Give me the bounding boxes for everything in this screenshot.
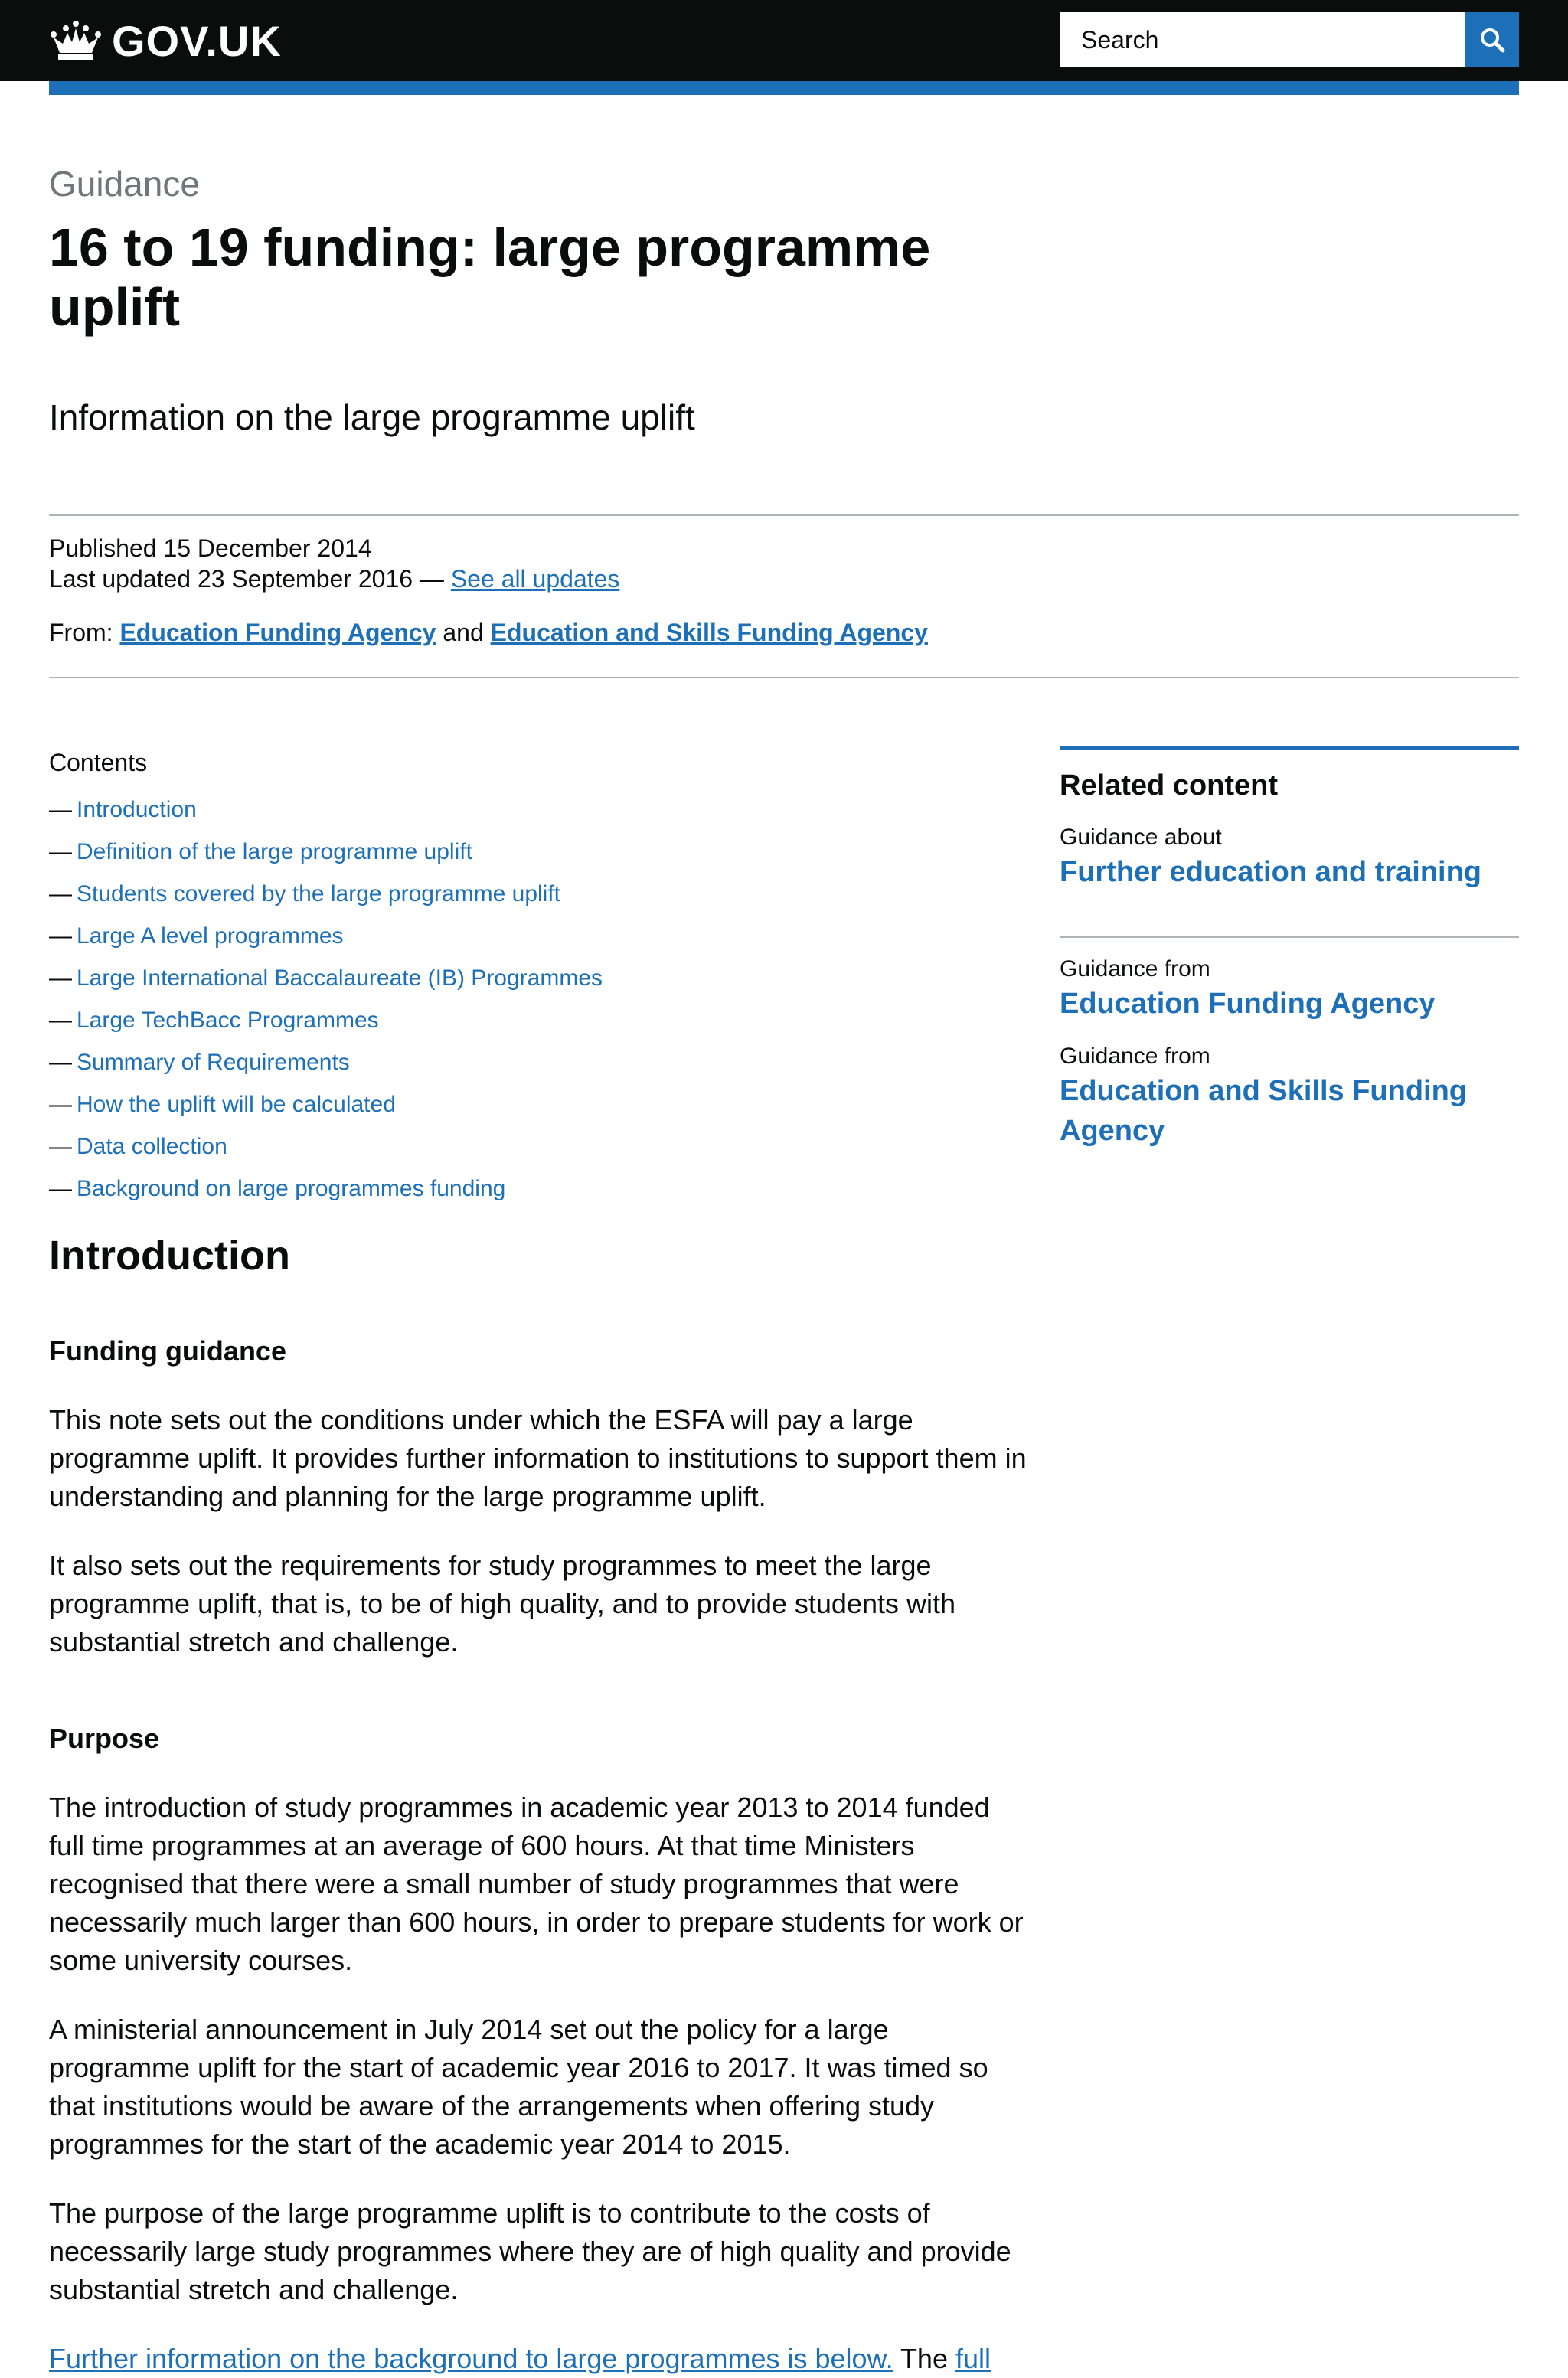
search-form bbox=[1060, 12, 1519, 67]
see-all-updates-link[interactable]: See all updates bbox=[450, 565, 620, 593]
contents-item: — Background on large programmes funding bbox=[49, 1176, 506, 1201]
related-label: Guidance about bbox=[1060, 825, 1222, 850]
contents-link-large-techbacc[interactable]: Large TechBacc Programmes bbox=[77, 1008, 379, 1033]
purpose-paragraph-1: The introduction of study programmes in academic year 2013 to 2014 funded full time programmes at an average of 600 hours. At that time Ministers recognised that there were a small number of study programmes that were necessarily much larger than 600 hours, in order to prepare students for work or some university courses. bbox=[49, 1792, 1024, 1976]
purpose-paragraph-2: A ministerial announcement in July 2014 set out the policy for a large programme uplift for the start of academic year 2016 to 2017. It was timed so that institutions would be aware of the arrangements when offering study programmes for the start of the academic year 2014 to 2015. bbox=[49, 2014, 988, 2160]
main-body bbox=[49, 1225, 1029, 2378]
contents-link-definition[interactable]: Definition of the large programme uplift bbox=[77, 839, 472, 864]
related-link-esfa[interactable]: Education and Skills Funding Agency bbox=[1060, 1075, 1468, 1147]
contents-item: — Large International Baccalaureate (IB) Programmes bbox=[49, 965, 603, 991]
from-line bbox=[49, 617, 928, 648]
introduction-heading: Introduction bbox=[49, 1233, 290, 1279]
contents-link-students-covered[interactable]: Students covered by the large programme uplift bbox=[77, 881, 561, 906]
related-top-border bbox=[1060, 746, 1519, 750]
further-info-paragraph bbox=[49, 2340, 1029, 2378]
funding-guidance-heading: Funding guidance bbox=[49, 1335, 286, 1367]
org-link-esfa[interactable]: Education and Skills Funding Agency bbox=[490, 619, 928, 646]
govuk-logo-link[interactable] bbox=[49, 14, 282, 67]
metadata bbox=[49, 533, 928, 648]
search-input[interactable] bbox=[1060, 12, 1465, 67]
related-heading: Related content bbox=[1060, 769, 1279, 802]
further-info-link[interactable]: Further information on the background to large programmes is below. bbox=[49, 2343, 893, 2374]
published-date: Published 15 December 2014 bbox=[49, 534, 372, 562]
funding-paragraph-1: This note sets out the conditions under which the ESFA will pay a large programme uplift. It provides further information to institutions to support them in understanding and planning for the large programme uplift. bbox=[49, 1404, 1027, 1512]
logo-text: GOV.UK bbox=[112, 16, 282, 65]
site-header bbox=[0, 0, 1568, 81]
divider-top bbox=[49, 514, 1519, 516]
purpose-paragraph-3: The purpose of the large programme uplift is to contribute to the costs of necessarily large study programmes where they are of high quality and provide substantial stretch and challenge. bbox=[49, 2197, 1011, 2305]
page-title: 16 to 19 funding: large programme uplift bbox=[49, 217, 931, 337]
further-info-text: The bbox=[900, 2343, 948, 2374]
contents-link-large-ib[interactable]: Large International Baccalaureate (IB) Programmes bbox=[77, 965, 603, 991]
related-label: Guidance from bbox=[1060, 1044, 1210, 1069]
contents-item: — Introduction bbox=[49, 797, 197, 822]
related-group bbox=[1060, 955, 1519, 1024]
from-and: and bbox=[443, 619, 484, 646]
contents-item: — Definition of the large programme uplift bbox=[49, 839, 472, 864]
title-block bbox=[49, 161, 1029, 337]
related-label: Guidance from bbox=[1060, 956, 1210, 982]
divider-bottom bbox=[49, 677, 1519, 678]
full-guidance-link[interactable]: full bbox=[956, 2343, 991, 2374]
org-link-efa[interactable]: Education Funding Agency bbox=[119, 619, 436, 646]
contents-item: — Large A level programmes bbox=[49, 923, 344, 949]
search-icon bbox=[1477, 24, 1508, 55]
contents-link-large-a-level[interactable]: Large A level programmes bbox=[77, 923, 344, 949]
related-content bbox=[1060, 746, 1519, 1151]
updated-date: Last updated 23 September 2016 — bbox=[49, 565, 444, 593]
contents-link-calculation[interactable]: How the uplift will be calculated bbox=[77, 1092, 396, 1117]
purpose-heading: Purpose bbox=[49, 1723, 160, 1754]
funding-paragraph-2: It also sets out the requirements for study programmes to meet the large programme uplift, that is, to be of high quality, and to provide students with substantial stretch and challenge. bbox=[49, 1550, 956, 1658]
contents-link-background[interactable]: Background on large programmes funding bbox=[77, 1176, 506, 1201]
page-lede: Information on the large programme uplift bbox=[49, 397, 695, 437]
contents-list bbox=[49, 789, 1014, 1210]
contents-link-introduction[interactable]: Introduction bbox=[77, 797, 197, 822]
contents-nav bbox=[49, 746, 1014, 1210]
related-divider bbox=[1060, 936, 1519, 938]
related-group bbox=[1060, 1042, 1519, 1151]
related-link-efa[interactable]: Education Funding Agency bbox=[1060, 988, 1436, 1020]
search-button[interactable] bbox=[1465, 12, 1519, 67]
contents-item: — Large TechBacc Programmes bbox=[49, 1008, 379, 1033]
contents-link-data-collection[interactable]: Data collection bbox=[77, 1134, 227, 1159]
crown-icon bbox=[49, 19, 103, 62]
page-caption: Guidance bbox=[49, 164, 200, 204]
contents-item: — Data collection bbox=[49, 1134, 227, 1159]
header-blue-bar bbox=[49, 81, 1519, 95]
contents-link-summary[interactable]: Summary of Requirements bbox=[77, 1050, 350, 1075]
updated-line bbox=[49, 563, 928, 594]
contents-item: — Students covered by the large programme uplift bbox=[49, 881, 561, 906]
related-group bbox=[1060, 823, 1519, 892]
contents-label: Contents bbox=[49, 749, 148, 776]
from-label: From: bbox=[49, 619, 113, 646]
related-link-further-education[interactable]: Further education and training bbox=[1060, 856, 1482, 888]
contents-item: — Summary of Requirements bbox=[49, 1050, 350, 1075]
contents-item: — How the uplift will be calculated bbox=[49, 1092, 396, 1117]
